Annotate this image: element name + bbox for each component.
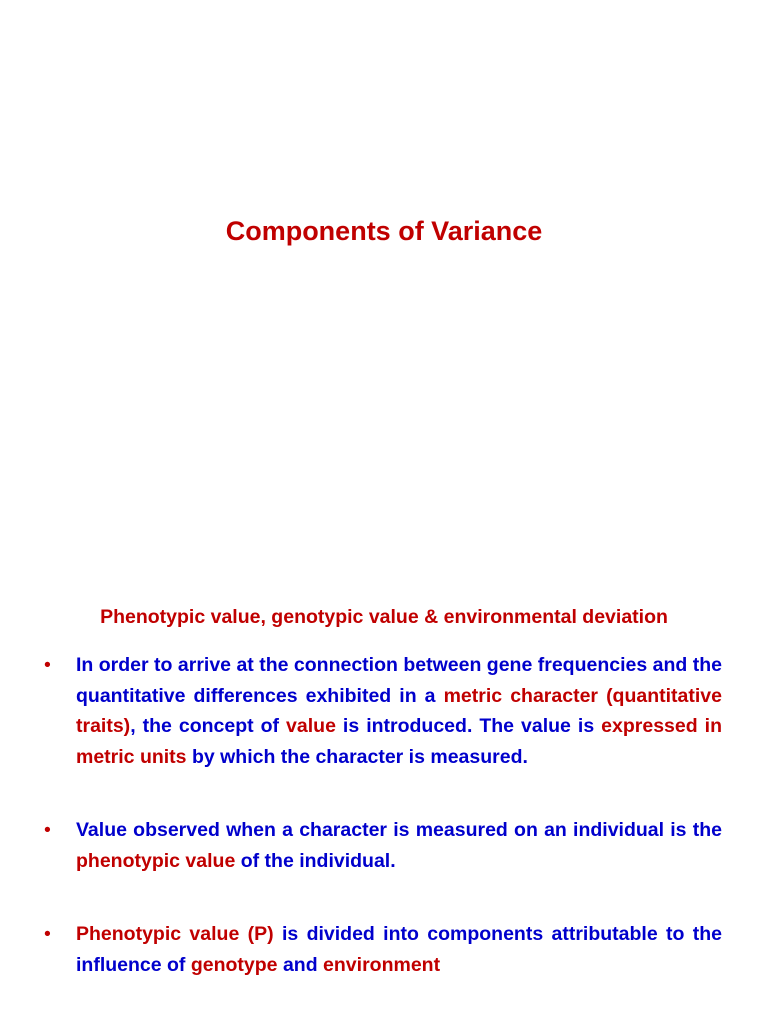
bullet-dot-icon: • <box>44 654 51 676</box>
bullet-dot-icon: • <box>44 923 51 945</box>
bullet-text: Value observed when a character is measured on an individual is the <box>76 819 722 841</box>
section-subheading: Phenotypic value, genotypic value & environmental deviation <box>100 606 668 628</box>
bullet-text: is introduced. The value is <box>335 715 602 737</box>
highlight-text: phenotypic value <box>76 849 236 872</box>
highlight-text: expressed in metric units <box>76 715 722 768</box>
bullet-dot-icon: • <box>44 819 51 841</box>
bullet-text: In order to arrive at the connection between gene frequencies and the quantitative differences exhibited in a <box>76 654 722 707</box>
highlight-text: environment <box>323 953 441 976</box>
bullet-item <box>44 815 722 876</box>
bullet-text: of the individual. <box>235 849 396 872</box>
bullet-item <box>44 650 722 772</box>
highlight-text: Phenotypic value (P) <box>76 923 274 945</box>
bullet-text: and <box>277 953 324 976</box>
highlight-text: metric character (quantitative traits) <box>76 684 722 737</box>
bullet-item <box>44 919 722 980</box>
highlight-text: value <box>286 715 336 737</box>
bullet-text: is divided into components attributable to the influence of <box>76 923 723 976</box>
highlight-text: genotype <box>190 953 278 976</box>
bullet-text: , the concept of <box>130 715 287 737</box>
slide-title: Components of Variance <box>225 216 543 246</box>
bullet-list <box>44 650 722 980</box>
bullet-text: by which the character is measured. <box>186 745 528 768</box>
